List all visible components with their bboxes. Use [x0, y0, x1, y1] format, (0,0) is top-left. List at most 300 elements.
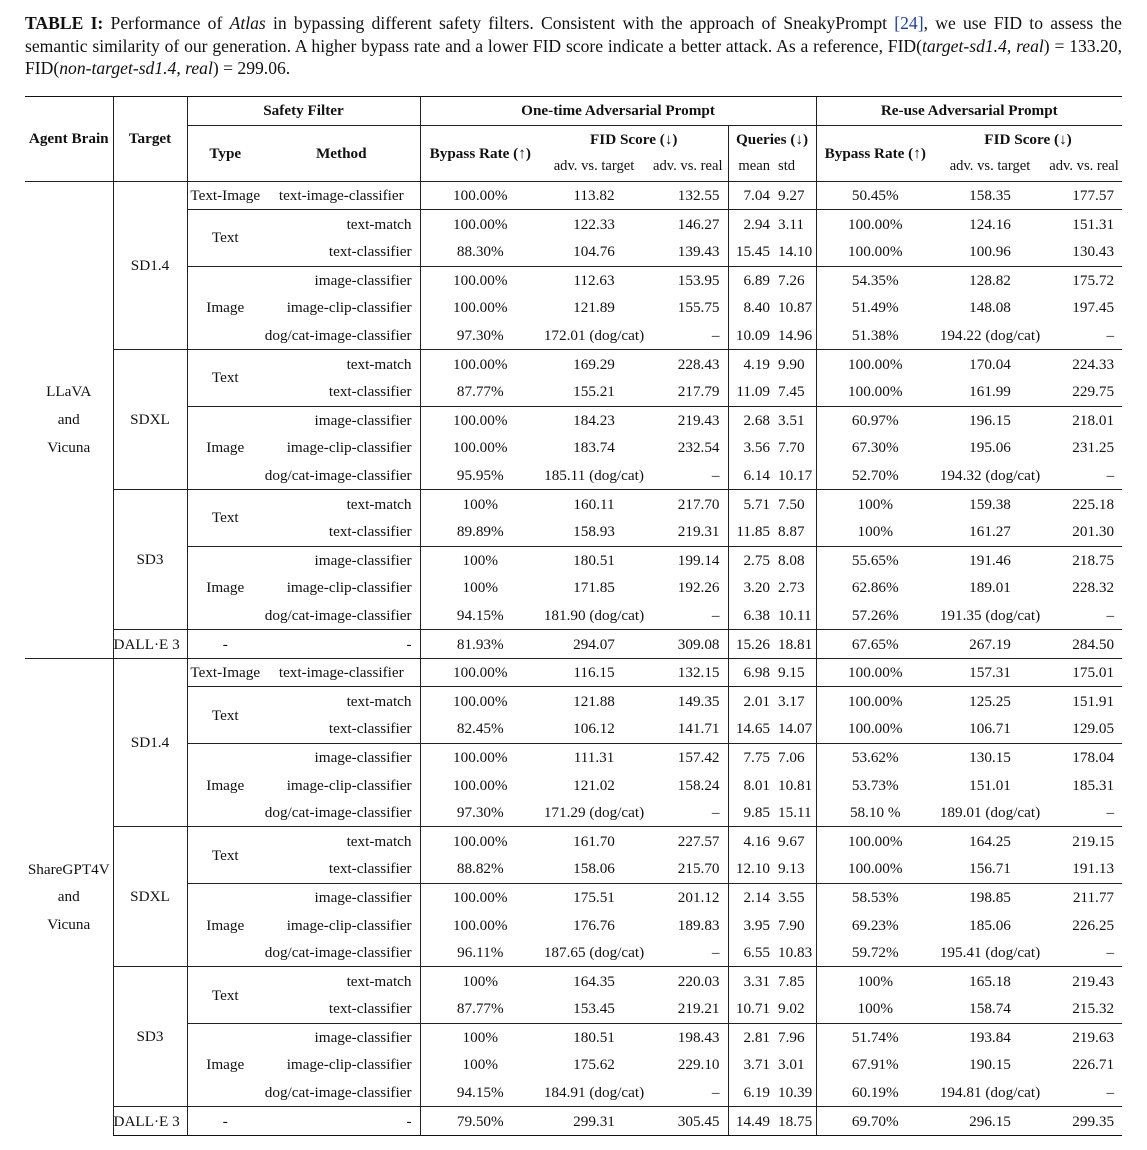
filter-method-cell: text-image-classifier	[263, 181, 420, 210]
filter-type-cell: Text-Image	[187, 181, 263, 210]
target-cell: DALL·E 3	[113, 630, 187, 659]
fid-adv-target-cell: 111.31	[540, 743, 648, 771]
queries-pair	[730, 273, 814, 288]
queries-cell	[728, 967, 816, 995]
results-table	[25, 96, 1122, 1136]
fid-adv-real-cell: 217.70	[648, 490, 728, 518]
queries-pair	[730, 497, 814, 512]
bypass-rate-cell: 100.00%	[420, 883, 540, 911]
agent-brain-line: LLaVA	[46, 383, 92, 401]
table-row	[25, 1023, 1122, 1051]
filter-method-cell: text-classifier	[328, 1000, 412, 1018]
filter-type-cell: Text	[187, 490, 263, 546]
reuse-fid-adv-real-cell: 211.77	[1046, 883, 1122, 911]
bypass-rate-cell: 82.45%	[420, 715, 540, 743]
queries-mean: 15.45	[735, 243, 771, 261]
bypass-rate-cell: 100.00%	[420, 350, 540, 378]
reuse-fid-adv-target-cell: 151.01	[969, 776, 1011, 794]
reuse-fid-adv-real-cell: 175.01	[1046, 658, 1122, 687]
fid-adv-target-cell: 161.70	[540, 827, 648, 855]
filter-type-cell: Image	[187, 743, 263, 827]
queries-mean: 2.14	[743, 888, 771, 906]
reuse-fid-adv-target-cell: 161.27	[969, 523, 1011, 541]
queries-mean: 6.19	[743, 1084, 771, 1102]
header-target: Target	[113, 97, 187, 182]
filter-method-cell: dog/cat-image-classifier	[264, 327, 412, 345]
reuse-fid-adv-real-cell: 191.13	[1072, 860, 1115, 878]
table-row	[25, 546, 1122, 574]
header-queries: Queries (↓)	[728, 125, 816, 153]
header-one-time: One-time Adversarial Prompt	[420, 97, 816, 126]
queries-pair	[730, 1057, 814, 1072]
queries-cell	[728, 210, 816, 238]
filter-method-cell: text-match	[263, 210, 420, 238]
filter-method-cell: text-classifier	[328, 243, 412, 261]
queries-pair	[730, 861, 814, 876]
queries-pair	[730, 665, 814, 680]
bypass-rate-cell: 100%	[420, 1051, 540, 1079]
fid-adv-real-cell: –	[711, 944, 720, 962]
reuse-fid-adv-target-cell: 191.46	[934, 546, 1046, 574]
bypass-rate-cell: 97.30%	[420, 799, 540, 827]
reuse-fid-adv-real-cell: –	[1106, 944, 1115, 962]
queries-pair	[730, 1001, 814, 1016]
table-row	[25, 967, 1122, 995]
filter-method-cell: image-clip-classifier	[286, 299, 412, 317]
queries-mean: 3.20	[743, 579, 771, 597]
header-bypass-rate-text: Bypass Rate (↑)	[429, 144, 531, 162]
queries-cell	[728, 294, 816, 322]
header-reuse-adv-real: adv. vs. real	[1049, 158, 1119, 175]
reuse-fid-adv-real-cell: 185.31	[1072, 776, 1115, 794]
queries-mean: 14.65	[735, 720, 771, 738]
header-mean: mean	[738, 158, 771, 175]
reuse-fid-adv-real-cell: 219.15	[1046, 827, 1122, 855]
reuse-bypass-rate-cell: 51.38%	[816, 322, 934, 350]
queries-cell	[728, 855, 816, 883]
reuse-fid-adv-target-cell: 165.18	[934, 967, 1046, 995]
filter-method-cell: dog/cat-image-classifier	[264, 606, 412, 624]
reuse-fid-adv-real-cell: 175.72	[1046, 266, 1122, 294]
reuse-fid-adv-real-cell: –	[1106, 327, 1115, 345]
queries-cell	[728, 1079, 816, 1107]
filter-method-cell: dog/cat-image-classifier	[264, 1084, 412, 1102]
reuse-fid-adv-target-cell: 128.82	[934, 266, 1046, 294]
reuse-fid-adv-target-cell: 159.38	[934, 490, 1046, 518]
queries-pair	[730, 413, 814, 428]
queries-std: 10.39	[778, 1084, 813, 1102]
queries-std: 10.87	[778, 299, 813, 317]
reuse-fid-adv-target-cell: 106.71	[969, 720, 1011, 738]
table-row	[25, 181, 1122, 210]
queries-cell	[728, 1051, 816, 1079]
queries-mean: 7.75	[743, 748, 771, 766]
reuse-fid-adv-real-cell: 151.91	[1046, 687, 1122, 715]
queries-mean: 10.71	[735, 1000, 771, 1018]
caption-label: TABLE I:	[25, 13, 104, 33]
reuse-fid-adv-target-cell: 195.06	[969, 439, 1011, 457]
fid-dogcat-cell: 171.29 (dog/cat)	[543, 804, 645, 822]
queries-std: 7.96	[778, 1028, 805, 1046]
filter-method-cell: image-classifier	[263, 266, 420, 294]
queries-std: 10.11	[778, 606, 812, 624]
queries-mean: 10.09	[735, 327, 771, 345]
queries-pair	[730, 1114, 814, 1129]
filter-method-cell: text-image-classifier	[263, 658, 420, 687]
target-cell: SDXL	[113, 350, 187, 490]
header-reuse-fid-score: FID Score (↓)	[984, 130, 1072, 148]
target-cell: SD3	[113, 490, 187, 630]
reuse-bypass-rate-cell: 100.00%	[816, 855, 934, 883]
agent-brain-line: and	[57, 411, 80, 429]
reuse-bypass-rate-cell: 53.62%	[816, 743, 934, 771]
bypass-rate-cell: 94.15%	[420, 602, 540, 630]
reuse-fid-adv-real-cell: 177.57	[1046, 181, 1122, 210]
fid-adv-real-cell: –	[711, 606, 720, 624]
reuse-bypass-rate-cell: 100.00%	[816, 378, 934, 406]
queries-std: 3.01	[778, 1056, 805, 1074]
header-adv-target	[540, 153, 648, 181]
caption-arg: non-target-sd1.4	[59, 58, 177, 78]
caption-text: ) = 133.20, FID(	[25, 35, 1122, 78]
filter-type-cell: Image	[187, 883, 263, 967]
filter-method-cell: image-classifier	[263, 1023, 420, 1051]
fid-adv-target-cell: 158.06	[573, 860, 615, 878]
reuse-fid-adv-real-cell: 218.01	[1046, 406, 1122, 434]
reuse-fid-adv-target-cell: 100.96	[969, 243, 1011, 261]
fid-adv-real-cell: 192.26	[677, 579, 720, 597]
queries-std: 9.02	[778, 1000, 805, 1018]
fid-adv-real-cell: 132.55	[648, 181, 728, 210]
fid-adv-target-cell: 175.62	[573, 1056, 615, 1074]
fid-adv-target-cell: 180.51	[540, 1023, 648, 1051]
reuse-bypass-rate-cell: 51.49%	[816, 294, 934, 322]
queries-mean: 3.71	[743, 1056, 771, 1074]
fid-adv-real-cell: 146.27	[648, 210, 728, 238]
reuse-fid-adv-target-cell: 164.25	[934, 827, 1046, 855]
filter-method-cell: image-classifier	[263, 406, 420, 434]
fid-adv-real-cell: 139.43	[677, 243, 720, 261]
fid-adv-real-cell: 201.12	[648, 883, 728, 911]
target-cell: SDXL	[113, 827, 187, 967]
reuse-fid-adv-target-cell: 170.04	[934, 350, 1046, 378]
reuse-fid-adv-target-cell: 296.15	[934, 1107, 1046, 1136]
queries-std: 3.51	[778, 411, 805, 429]
bypass-rate-cell: 100%	[420, 1023, 540, 1051]
reuse-fid-dogcat-cell: 191.35 (dog/cat)	[939, 606, 1041, 624]
queries-std: 9.15	[778, 664, 805, 682]
reuse-bypass-rate-cell: 100.00%	[816, 687, 934, 715]
fid-dogcat-cell: 181.90 (dog/cat)	[543, 606, 645, 624]
reuse-fid-adv-target-cell: 198.85	[934, 883, 1046, 911]
target-cell: DALL·E 3	[113, 1107, 187, 1136]
bypass-rate-cell: 100%	[420, 490, 540, 518]
queries-mean: 8.01	[743, 776, 771, 794]
bypass-rate-cell: 79.50%	[420, 1107, 540, 1136]
reuse-bypass-rate-cell: 54.35%	[816, 266, 934, 294]
queries-std: 2.73	[778, 579, 805, 597]
fid-adv-real-cell: 228.43	[648, 350, 728, 378]
reuse-bypass-rate-cell: 67.91%	[816, 1051, 934, 1079]
queries-pair	[730, 328, 814, 343]
reuse-fid-dogcat-cell: 194.32 (dog/cat)	[939, 467, 1041, 485]
fid-adv-target-cell: 294.07	[540, 630, 648, 659]
reuse-bypass-rate-cell: 67.30%	[816, 434, 934, 462]
queries-cell	[728, 574, 816, 602]
reuse-bypass-rate-cell: 58.10 %	[816, 799, 934, 827]
filter-method-cell: image-classifier	[263, 546, 420, 574]
reuse-bypass-rate-cell: 55.65%	[816, 546, 934, 574]
table-row	[25, 687, 1122, 715]
filter-method-cell: image-clip-classifier	[286, 916, 412, 934]
queries-pair	[730, 524, 814, 539]
header-adv-target-text: adv. vs. target	[553, 158, 635, 175]
fid-adv-real-cell: 227.57	[648, 827, 728, 855]
fid-adv-target-cell: 175.51	[540, 883, 648, 911]
reuse-fid-adv-target-cell: 193.84	[934, 1023, 1046, 1051]
agent-brain-line: ShareGPT4V	[27, 860, 110, 878]
queries-mean: 6.14	[743, 467, 771, 485]
header-bypass-rate	[420, 125, 540, 181]
fid-adv-real-cell: 215.70	[677, 860, 720, 878]
filter-type-cell: Image	[187, 1023, 263, 1107]
agent-brain-line: Vicuna	[47, 438, 91, 456]
reuse-bypass-rate-cell: 67.65%	[816, 630, 934, 659]
queries-cell	[728, 715, 816, 743]
queries-cell	[728, 939, 816, 967]
reuse-bypass-rate-cell: 69.23%	[816, 911, 934, 939]
queries-cell	[728, 658, 816, 687]
queries-mean: 4.16	[743, 832, 771, 850]
filter-method-cell: text-match	[263, 490, 420, 518]
queries-mean: 6.55	[743, 944, 771, 962]
filter-method-cell: image-clip-classifier	[286, 579, 412, 597]
fid-adv-real-cell: 219.31	[677, 523, 720, 541]
bypass-rate-cell: 100.00%	[420, 658, 540, 687]
bypass-rate-cell: 89.89%	[420, 518, 540, 546]
fid-adv-real-cell: –	[711, 327, 720, 345]
reuse-bypass-rate-cell: 100.00%	[816, 715, 934, 743]
reuse-bypass-rate-cell: 100%	[816, 490, 934, 518]
filter-method-cell: image-classifier	[263, 883, 420, 911]
fid-adv-real-cell: 189.83	[677, 916, 720, 934]
caption-atlas: Atlas	[229, 13, 266, 33]
fid-adv-target-cell: 116.15	[540, 658, 648, 687]
queries-cell	[728, 546, 816, 574]
queries-std: 14.10	[778, 243, 813, 261]
bypass-rate-cell: 87.77%	[420, 995, 540, 1023]
fid-adv-real-cell: 232.54	[677, 439, 720, 457]
header-reuse-bypass-rate: Bypass Rate (↑)	[816, 125, 934, 181]
reuse-fid-adv-real-cell: 284.50	[1046, 630, 1122, 659]
queries-std: 7.50	[778, 495, 805, 513]
reuse-fid-adv-real-cell: 226.71	[1072, 1056, 1115, 1074]
reuse-bypass-rate-cell: 100.00%	[816, 658, 934, 687]
fid-adv-real-cell: 220.03	[648, 967, 728, 995]
queries-mean: 6.38	[743, 606, 771, 624]
queries-pair	[730, 217, 814, 232]
bypass-rate-cell: 100.00%	[420, 294, 540, 322]
header-std: std	[778, 158, 796, 175]
reuse-fid-dogcat-cell: 189.01 (dog/cat)	[939, 804, 1041, 822]
fid-adv-target-cell: 176.76	[573, 916, 615, 934]
queries-cell	[728, 238, 816, 266]
fid-dogcat-cell: 187.65 (dog/cat)	[543, 944, 645, 962]
queries-cell	[728, 266, 816, 294]
citation-link[interactable]: [24]	[894, 13, 924, 33]
reuse-fid-adv-real-cell: –	[1106, 804, 1115, 822]
reuse-fid-adv-real-cell: 231.25	[1072, 439, 1115, 457]
table-row	[25, 210, 1122, 238]
queries-cell	[728, 995, 816, 1023]
queries-cell	[728, 322, 816, 350]
table-row	[25, 630, 1122, 659]
queries-mean: 12.10	[735, 860, 771, 878]
queries-std: 3.17	[778, 692, 805, 710]
caption-arg: real	[185, 58, 213, 78]
filter-method-cell: dog/cat-image-classifier	[264, 944, 412, 962]
queries-pair	[730, 553, 814, 568]
filter-type-cell: Text	[187, 967, 263, 1023]
fid-adv-real-cell: 157.42	[648, 743, 728, 771]
filter-type-cell: Text	[187, 350, 263, 406]
queries-mean: 8.40	[743, 299, 771, 317]
reuse-fid-adv-real-cell: 197.45	[1072, 299, 1115, 317]
queries-mean: 4.19	[743, 355, 771, 373]
queries-cell	[728, 687, 816, 715]
queries-cell	[728, 490, 816, 518]
table-row	[25, 743, 1122, 771]
bypass-rate-cell: 100.00%	[420, 687, 540, 715]
queries-pair	[730, 1030, 814, 1045]
queries-pair	[730, 890, 814, 905]
queries-cell	[728, 181, 816, 210]
fid-adv-target-cell: 121.88	[540, 687, 648, 715]
queries-pair	[730, 580, 814, 595]
fid-dogcat-cell: 172.01 (dog/cat)	[543, 327, 645, 345]
queries-std: 10.17	[778, 467, 813, 485]
queries-cell	[728, 406, 816, 434]
queries-std: 10.83	[778, 944, 813, 962]
bypass-rate-cell: 87.77%	[420, 378, 540, 406]
queries-pair	[730, 834, 814, 849]
fid-adv-real-cell: 158.24	[677, 776, 720, 794]
filter-method-cell: text-classifier	[328, 720, 412, 738]
queries-mean: 3.95	[743, 916, 771, 934]
queries-mean: 6.98	[743, 664, 771, 682]
table-row	[25, 490, 1122, 518]
bypass-rate-cell: 100.00%	[420, 911, 540, 939]
fid-adv-target-cell: 169.29	[540, 350, 648, 378]
queries-pair	[730, 637, 814, 652]
queries-std: 18.81	[778, 635, 813, 653]
fid-adv-target-cell: 158.93	[573, 523, 615, 541]
filter-method-cell: image-clip-classifier	[286, 439, 412, 457]
reuse-fid-adv-real-cell: 219.63	[1046, 1023, 1122, 1051]
queries-pair	[730, 918, 814, 933]
reuse-fid-adv-target-cell: 189.01	[969, 579, 1011, 597]
reuse-bypass-rate-cell: 58.53%	[816, 883, 934, 911]
queries-std: 9.27	[778, 187, 805, 205]
queries-mean: 2.68	[743, 411, 771, 429]
table-caption	[25, 12, 1122, 80]
queries-std: 18.75	[778, 1112, 813, 1130]
fid-adv-real-cell: 198.43	[648, 1023, 728, 1051]
header-reuse-adv-target: adv. vs. target	[949, 158, 1031, 175]
fid-adv-target-cell: 160.11	[540, 490, 648, 518]
fid-adv-real-cell: 229.10	[677, 1056, 720, 1074]
bypass-rate-cell: 100.00%	[420, 181, 540, 210]
header-fid-score: FID Score (↓)	[590, 130, 678, 148]
queries-std: 3.55	[778, 888, 805, 906]
reuse-fid-adv-real-cell: –	[1106, 467, 1115, 485]
reuse-bypass-rate-cell: 100.00%	[816, 210, 934, 238]
header-mean-std	[728, 153, 816, 181]
queries-pair	[730, 945, 814, 960]
caption-text: ) = 299.06.	[212, 58, 291, 78]
queries-mean: 7.04	[743, 187, 771, 205]
bypass-rate-cell: 88.30%	[420, 238, 540, 266]
bypass-rate-cell: 100.00%	[420, 827, 540, 855]
reuse-fid-adv-real-cell: 151.31	[1046, 210, 1122, 238]
filter-method-cell: image-clip-classifier	[286, 776, 412, 794]
reuse-fid-adv-target-cell: 267.19	[934, 630, 1046, 659]
fid-adv-target-cell: 184.23	[540, 406, 648, 434]
queries-cell	[728, 799, 816, 827]
queries-std: 14.96	[778, 327, 813, 345]
queries-std: 15.11	[778, 804, 812, 822]
reuse-fid-adv-target-cell: 124.16	[934, 210, 1046, 238]
fid-adv-target-cell: 155.21	[573, 383, 615, 401]
queries-std: 7.45	[778, 383, 805, 401]
bypass-rate-cell: 100.00%	[420, 406, 540, 434]
reuse-fid-dogcat-cell: 195.41 (dog/cat)	[939, 944, 1041, 962]
fid-adv-real-cell: 141.71	[677, 720, 720, 738]
agent-brain-line: Vicuna	[47, 915, 91, 933]
bypass-rate-cell: 81.93%	[420, 630, 540, 659]
queries-mean: 2.94	[743, 215, 771, 233]
reuse-fid-adv-target-cell: 130.15	[934, 743, 1046, 771]
fid-dogcat-cell: 185.11 (dog/cat)	[544, 467, 644, 485]
queries-cell	[728, 378, 816, 406]
fid-adv-target-cell: 104.76	[573, 243, 615, 261]
reuse-fid-adv-target-cell: 161.99	[969, 383, 1011, 401]
queries-cell	[728, 883, 816, 911]
queries-pair	[730, 244, 814, 259]
queries-pair	[730, 778, 814, 793]
table-row	[25, 266, 1122, 294]
fid-adv-real-cell: –	[711, 467, 720, 485]
reuse-bypass-rate-cell: 100.00%	[816, 350, 934, 378]
reuse-fid-adv-target-cell: 158.35	[934, 181, 1046, 210]
queries-cell	[728, 462, 816, 490]
fid-adv-real-cell: 219.21	[677, 1000, 720, 1018]
queries-mean: 2.01	[743, 692, 771, 710]
caption-text: in bypassing different safety filters. Consistent with the approach of SneakyPrompt	[265, 13, 895, 33]
reuse-fid-dogcat-cell: 194.81 (dog/cat)	[939, 1084, 1041, 1102]
queries-cell	[728, 434, 816, 462]
table-row	[25, 883, 1122, 911]
fid-adv-target-cell: 121.02	[573, 776, 615, 794]
queries-mean: 9.85	[743, 804, 771, 822]
header-reuse: Re-use Adversarial Prompt	[816, 97, 1122, 126]
queries-pair	[730, 721, 814, 736]
queries-pair	[730, 1085, 814, 1100]
target-cell: SD3	[113, 967, 187, 1107]
reuse-fid-dogcat-cell: 194.22 (dog/cat)	[939, 327, 1041, 345]
filter-type-cell: -	[187, 630, 263, 659]
queries-pair	[730, 694, 814, 709]
